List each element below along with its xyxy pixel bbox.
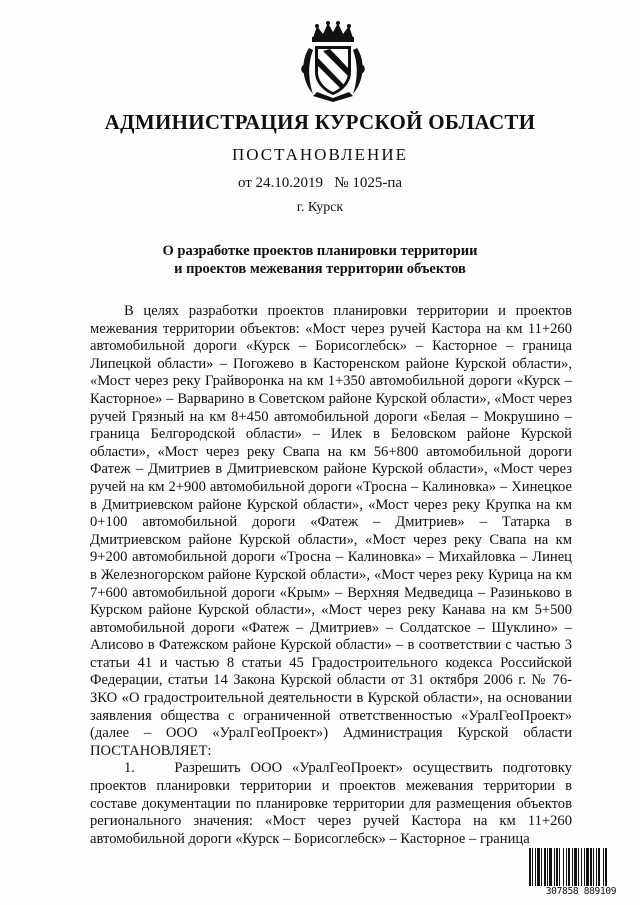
subject-line-1: О разработке проектов планировки территории (162, 243, 478, 259)
subject-line-2: и проектов межевания территории объектов (174, 261, 466, 277)
body-paragraph-1: В целях разработки проектов планировки территории и проектов межевания территории объектов: «Мост через ручей Кастора на км 11+260 автомобильной дороги «Курск – Борисоглебск» – Касторное – граница Липецкой области» – Погожево в Касторенском районе Курской области», «Мост через реку Грайворонка на км 1+350 автомобильной дороги «Курск – Касторное» – Варварино в Советском районе Курской области», «Мост через ручей Грязный на км 8+450 автомобильной дороги «Белая – Мокрушино – граница Белгородской области» – Илек в Беловском районе Курской области», «Мост через реку Свапа на км 56+800 автомобильной дороги Фатеж – Дмитриев в Дмитриевском районе Курской области», «Мост через ручей на км 2+900 автомобильной дороги «Тросна – Калиновка» – Хинецкое в Дмитриевском районе Курской области», «Мост через реку Крупка на км 0+100 автомобильной дороги «Фатеж – Дмитриев» – Татарка в Дмитриевском районе Курской области», «Мост через реку Свапа на км 9+200 автомобильной дороги «Тросна – Калиновка» – Михайловка – Линец в Железногорском районе Курской области», «Мост через реку Курица на км 7+600 автомобильной дороги «Крым» – Верхняя Медведица – Разиньково в Курском районе Курской области», «Мост через реку Канава на км 5+500 автомобильной дороги «Фатеж – Дмитриев» – Солдатское – Шуклино» – Алисово в Фатежском районе Курской области» – в соответствии с частью 3 статьи 41 и частью 8 статьи 45 Градостроительного кодекса Российской Федерации, статьи 14 Закона Курской области от 31 октября 2006 г. № 76-ЗКО «О градостроительной деятельности в Курской области», на основании заявления общества с ограниченной ответственностью «УралГеоПроект» (далее – ООО «УралГеоПроект») Администрация Курской области ПОСТАНОВЛЯЕТ: (90, 303, 572, 759)
document-date-number: от 24.10.2019 № 1025-па (237, 175, 403, 191)
coat-of-arms-icon (299, 20, 367, 104)
document-subject (0, 242, 640, 278)
barcode (528, 848, 634, 898)
barcode-number: 307858 889109 (545, 886, 617, 897)
document-body (90, 303, 572, 848)
document-city: г. Курск (296, 200, 344, 215)
organization-title: АДМИНИСТРАЦИЯ КУРСКОЙ ОБЛАСТИ (104, 110, 536, 134)
document-type: ПОСТАНОВЛЕНИЕ (231, 145, 408, 164)
body-paragraph-2: 1. Разрешить ООО «УралГеоПроект» осуществить подготовку проектов планировки территории и проектов межевания территории в составе документации по планировке территории для размещения объектов регионального значения: «Мост через ручей Кастора на км 11+260 автомобильной дороги «Курск – Борисоглебск» – Касторное – граница (90, 760, 572, 847)
barcode-icon (528, 848, 634, 886)
